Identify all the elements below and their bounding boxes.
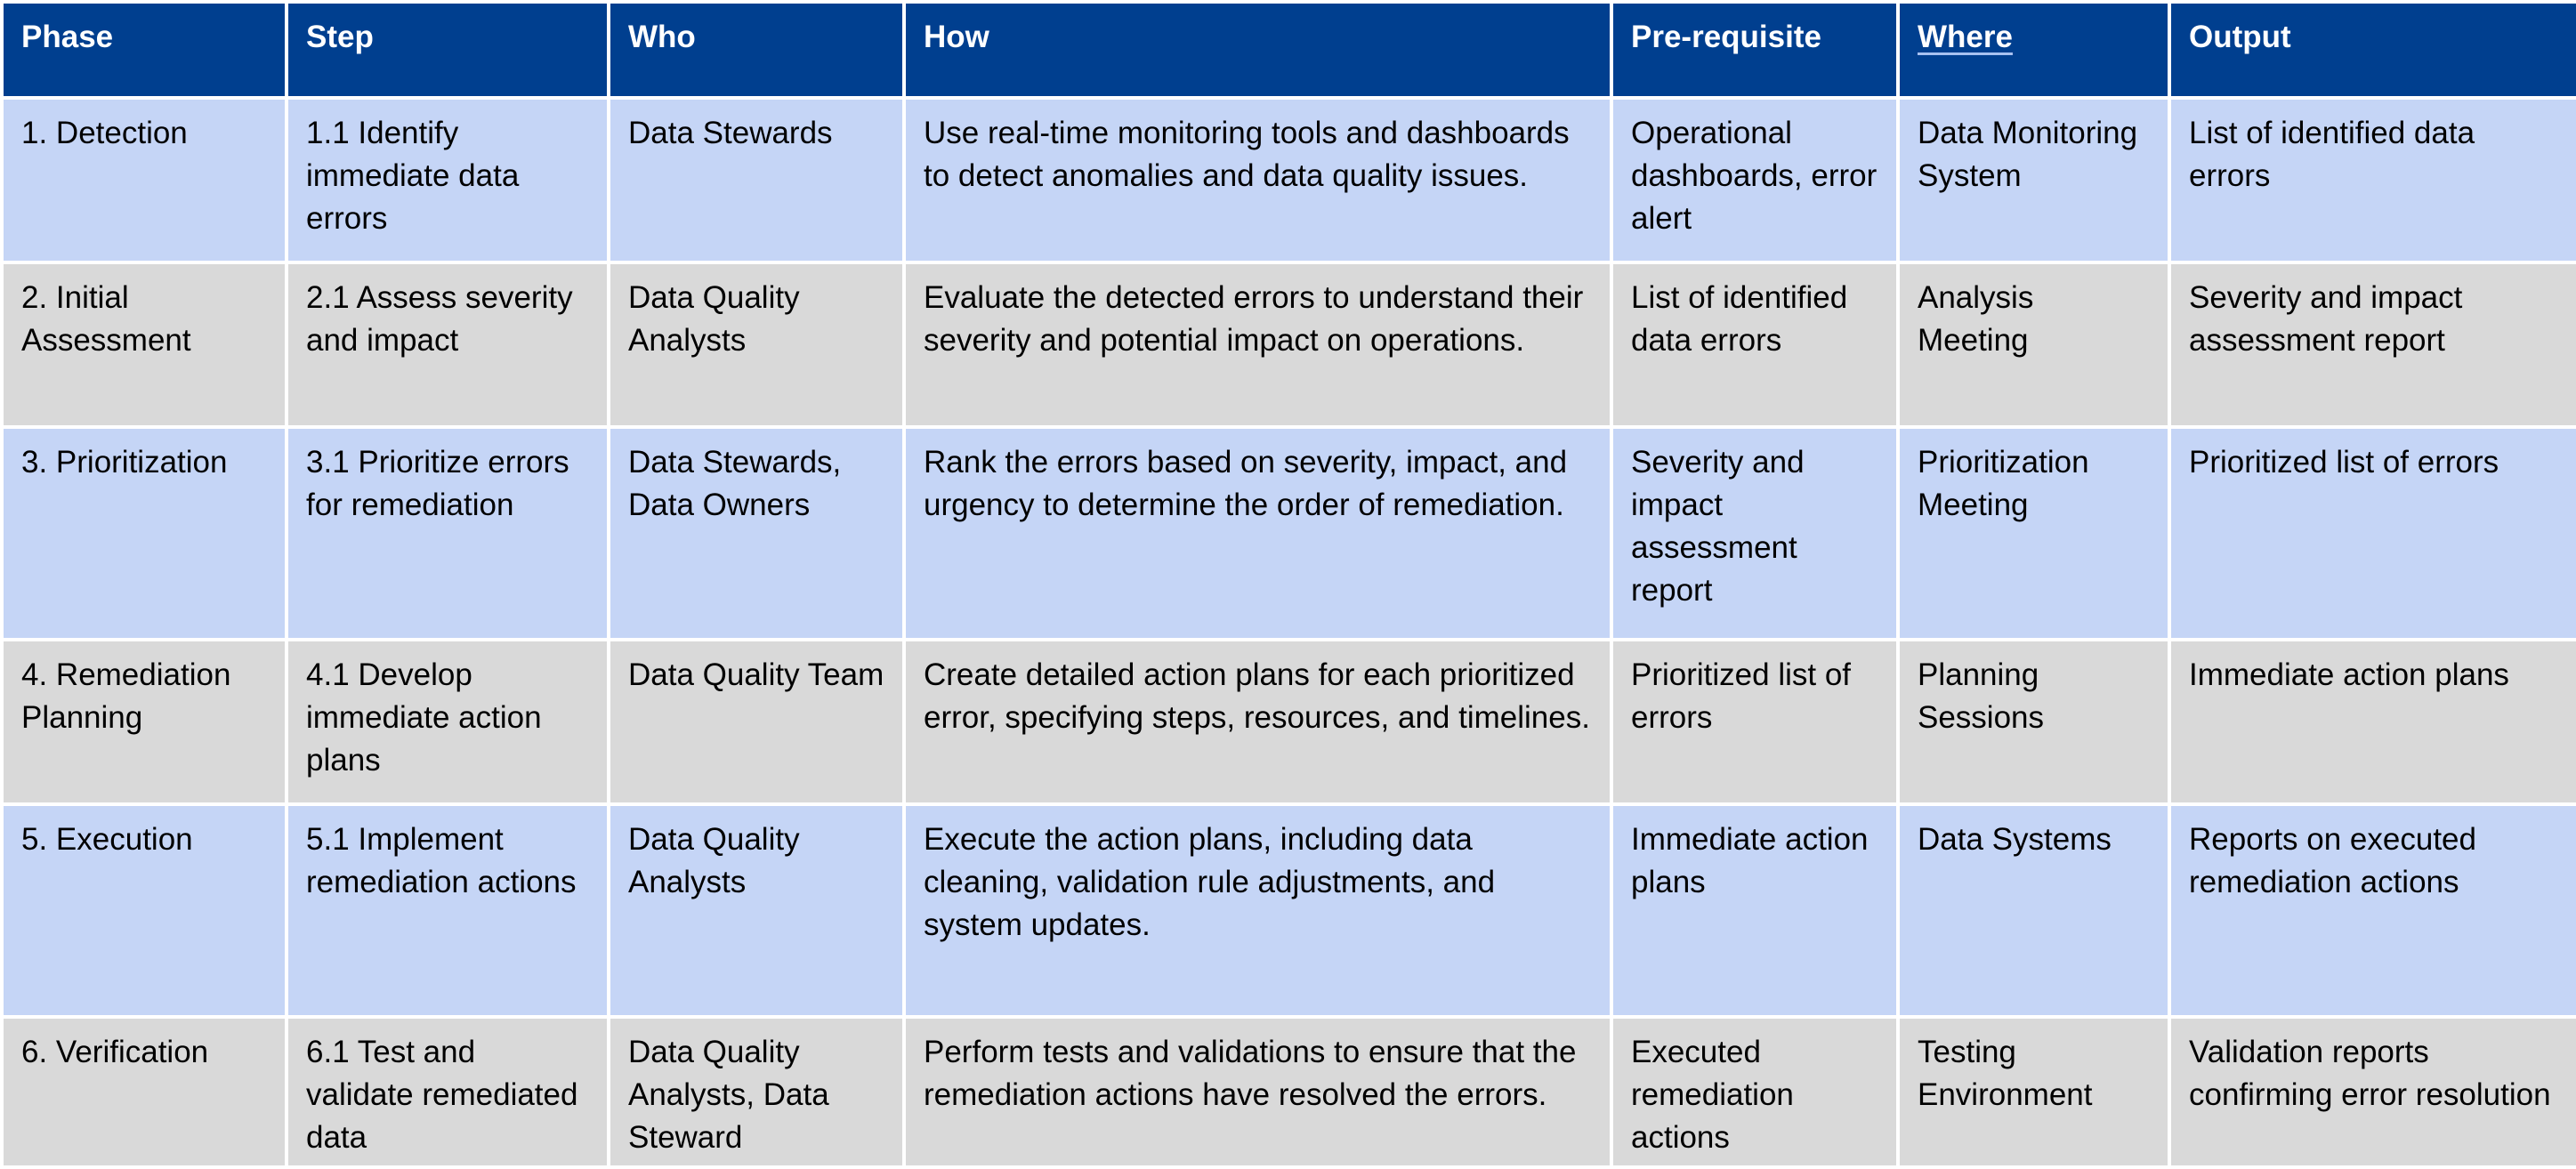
header-prerequisite: Pre-requisite bbox=[1611, 2, 1898, 98]
cell-where: Testing Environment bbox=[1898, 1017, 2169, 1167]
cell-where: Planning Sessions bbox=[1898, 640, 2169, 804]
cell-output: Reports on executed remediation actions bbox=[2169, 804, 2576, 1017]
cell-step: 6.1 Test and validate remediated data bbox=[287, 1017, 609, 1167]
cell-output: Prioritized list of errors bbox=[2169, 427, 2576, 640]
cell-who: Data Quality Analysts, Data Steward bbox=[609, 1017, 904, 1167]
cell-phase: 5. Execution bbox=[2, 804, 287, 1017]
table-row bbox=[2, 262, 2576, 427]
table-row bbox=[2, 427, 2576, 640]
cell-how: Evaluate the detected errors to understand their severity and potential impact on operations. bbox=[904, 262, 1611, 427]
header-step: Step bbox=[287, 2, 609, 98]
table-row bbox=[2, 804, 2576, 1017]
cell-prerequisite: Immediate action plans bbox=[1611, 804, 1898, 1017]
cell-phase: 3. Prioritization bbox=[2, 427, 287, 640]
cell-prerequisite: Severity and impact assessment report bbox=[1611, 427, 1898, 640]
header-phase: Phase bbox=[2, 2, 287, 98]
cell-step: 3.1 Prioritize errors for remediation bbox=[287, 427, 609, 640]
cell-who: Data Quality Team bbox=[609, 640, 904, 804]
cell-output: List of identified data errors bbox=[2169, 98, 2576, 262]
cell-step: 5.1 Implement remediation actions bbox=[287, 804, 609, 1017]
table-row bbox=[2, 1017, 2576, 1167]
cell-prerequisite: List of identified data errors bbox=[1611, 262, 1898, 427]
header-output: Output bbox=[2169, 2, 2576, 98]
header-how: How bbox=[904, 2, 1611, 98]
cell-step: 4.1 Develop immediate action plans bbox=[287, 640, 609, 804]
cell-where: Prioritization Meeting bbox=[1898, 427, 2169, 640]
cell-phase: 1. Detection bbox=[2, 98, 287, 262]
cell-prerequisite: Prioritized list of errors bbox=[1611, 640, 1898, 804]
cell-how: Execute the action plans, including data cleaning, validation rule adjustments, and system updates. bbox=[904, 804, 1611, 1017]
header-where bbox=[1898, 2, 2169, 98]
table-row bbox=[2, 640, 2576, 804]
cell-who: Data Stewards bbox=[609, 98, 904, 262]
header-where-label: Where bbox=[1918, 20, 2013, 54]
cell-phase: 6. Verification bbox=[2, 1017, 287, 1167]
cell-prerequisite: Operational dashboards, error alert bbox=[1611, 98, 1898, 262]
cell-output: Immediate action plans bbox=[2169, 640, 2576, 804]
cell-output: Validation reports confirming error resolution bbox=[2169, 1017, 2576, 1167]
table-row bbox=[2, 98, 2576, 262]
cell-how: Rank the errors based on severity, impact, and urgency to determine the order of remediation. bbox=[904, 427, 1611, 640]
cell-where: Data Monitoring System bbox=[1898, 98, 2169, 262]
header-row bbox=[2, 2, 2576, 98]
cell-phase: 2. Initial Assessment bbox=[2, 262, 287, 427]
cell-who: Data Quality Analysts bbox=[609, 262, 904, 427]
cell-where: Analysis Meeting bbox=[1898, 262, 2169, 427]
cell-output: Severity and impact assessment report bbox=[2169, 262, 2576, 427]
cell-phase: 4. Remediation Planning bbox=[2, 640, 287, 804]
cell-how: Use real-time monitoring tools and dashboards to detect anomalies and data quality issues. bbox=[904, 98, 1611, 262]
cell-step: 2.1 Assess severity and impact bbox=[287, 262, 609, 427]
cell-who: Data Stewards, Data Owners bbox=[609, 427, 904, 640]
cell-prerequisite: Executed remediation actions bbox=[1611, 1017, 1898, 1167]
cell-step: 1.1 Identify immediate data errors bbox=[287, 98, 609, 262]
cell-where: Data Systems bbox=[1898, 804, 2169, 1017]
cell-who: Data Quality Analysts bbox=[609, 804, 904, 1017]
cell-how: Create detailed action plans for each prioritized error, specifying steps, resources, and timelines. bbox=[904, 640, 1611, 804]
cell-how: Perform tests and validations to ensure that the remediation actions have resolved the errors. bbox=[904, 1017, 1611, 1167]
header-who: Who bbox=[609, 2, 904, 98]
